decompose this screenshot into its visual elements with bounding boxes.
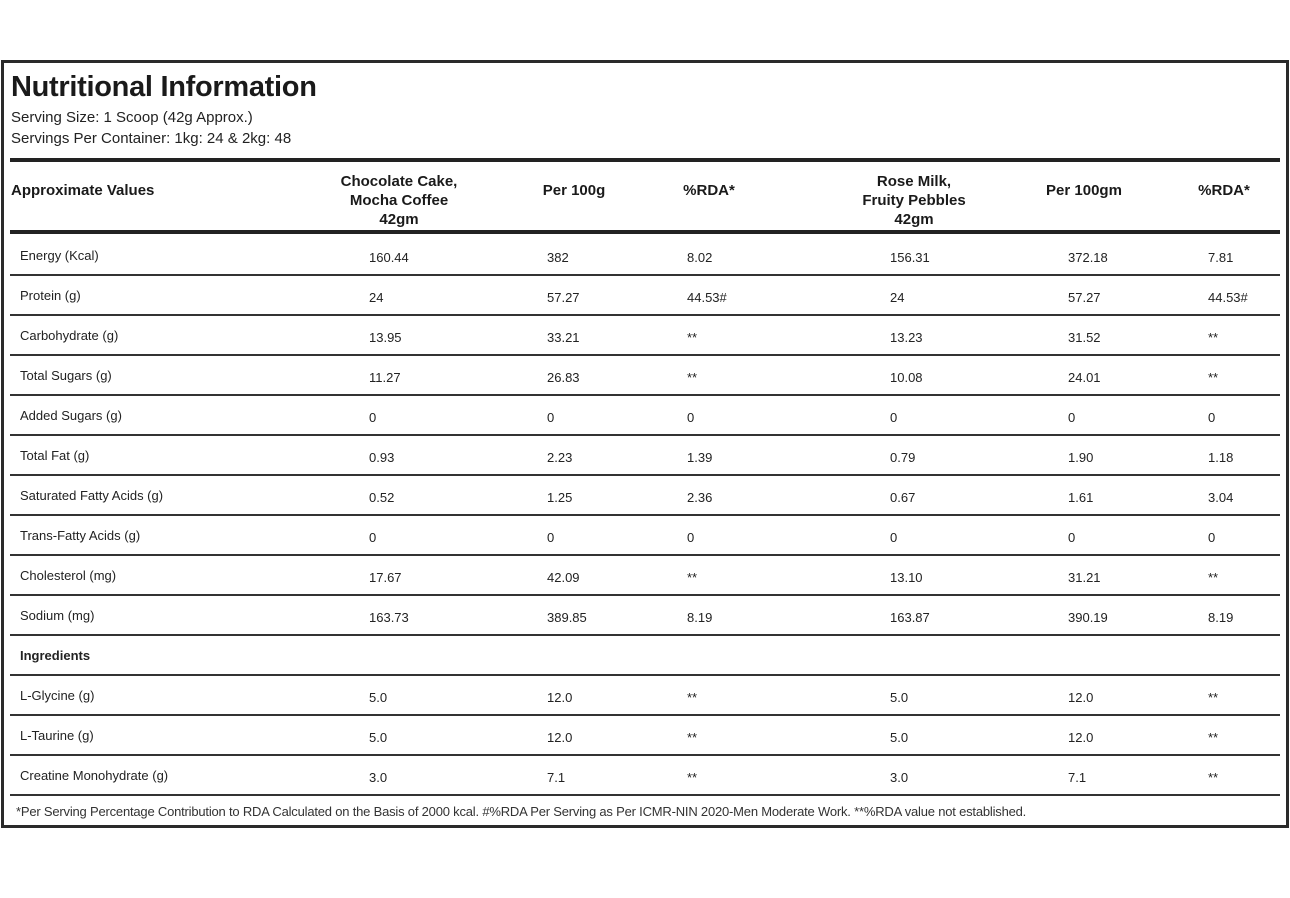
col-flavor1-line2: Mocha Coffee bbox=[349, 192, 449, 209]
value-cell: ** bbox=[1208, 570, 1219, 585]
value-cell: 5.0 bbox=[369, 690, 388, 705]
value-cell: 0 bbox=[547, 530, 555, 545]
label-title: Nutritional Information bbox=[11, 71, 317, 103]
table-row bbox=[10, 515, 1280, 555]
value-cell: 1.25 bbox=[547, 490, 573, 505]
table-row bbox=[10, 235, 1280, 275]
servings-per-container: Servings Per Container: 1kg: 24 & 2kg: 48 bbox=[11, 130, 292, 147]
value-cell: 0.79 bbox=[890, 450, 916, 465]
col-flavor2-line1: Rose Milk, bbox=[876, 173, 952, 190]
table-row bbox=[10, 595, 1280, 635]
value-cell: 0 bbox=[1208, 410, 1216, 425]
nutrient-name: Protein (g) bbox=[20, 288, 81, 303]
value-cell: ** bbox=[687, 690, 698, 705]
col-rda-2: %RDA* bbox=[1198, 182, 1250, 199]
nutrient-name: Saturated Fatty Acids (g) bbox=[20, 488, 164, 503]
nutrition-label bbox=[1, 60, 1289, 828]
nutrient-name: L-Glycine (g) bbox=[20, 688, 95, 703]
value-cell: 2.36 bbox=[687, 490, 713, 505]
section-heading-row bbox=[10, 635, 1280, 675]
value-cell: 31.52 bbox=[1068, 330, 1101, 345]
col-per100-1: Per 100g bbox=[542, 182, 606, 199]
value-cell: 5.0 bbox=[890, 730, 909, 745]
value-cell: 0 bbox=[890, 530, 898, 545]
value-cell: 390.19 bbox=[1068, 610, 1108, 625]
table-row bbox=[10, 675, 1280, 715]
value-cell: 57.27 bbox=[547, 290, 580, 305]
value-cell: 10.08 bbox=[890, 370, 923, 385]
value-cell: 13.23 bbox=[890, 330, 923, 345]
value-cell: 24.01 bbox=[1068, 370, 1101, 385]
value-cell: 163.73 bbox=[369, 610, 409, 625]
table-row bbox=[10, 315, 1280, 355]
table-row bbox=[10, 275, 1280, 315]
table-row bbox=[10, 435, 1280, 475]
value-cell: 382 bbox=[547, 250, 569, 265]
table-row bbox=[10, 355, 1280, 395]
value-cell: 0 bbox=[687, 530, 695, 545]
value-cell: 12.0 bbox=[547, 730, 573, 745]
value-cell: ** bbox=[687, 370, 698, 385]
table-row bbox=[10, 475, 1280, 515]
col-flavor2-line2: Fruity Pebbles bbox=[862, 192, 966, 209]
value-cell: 0 bbox=[1208, 530, 1216, 545]
col-flavor2-line3: 42gm bbox=[894, 211, 934, 228]
value-cell: 12.0 bbox=[1068, 730, 1094, 745]
value-cell: 3.0 bbox=[890, 770, 909, 785]
col-approx-values: Approximate Values bbox=[11, 182, 155, 199]
value-cell: 57.27 bbox=[1068, 290, 1101, 305]
value-cell: 160.44 bbox=[369, 250, 409, 265]
value-cell: 372.18 bbox=[1068, 250, 1108, 265]
value-cell: 0.52 bbox=[369, 490, 395, 505]
col-flavor1-line3: 42gm bbox=[379, 211, 419, 228]
value-cell: 7.1 bbox=[547, 770, 566, 785]
footnote: *Per Serving Percentage Contribution to RDA Calculated on the Basis of 2000 kcal. #%RDA Per Serving as Per ICMR-NIN 2020-Men Moderate Work. **%RDA value not established. bbox=[16, 804, 1027, 819]
value-cell: 12.0 bbox=[547, 690, 573, 705]
value-cell: 1.39 bbox=[687, 450, 713, 465]
value-cell: 17.67 bbox=[369, 570, 402, 585]
value-cell: 8.19 bbox=[687, 610, 713, 625]
value-cell: 156.31 bbox=[890, 250, 930, 265]
value-cell: 1.18 bbox=[1208, 450, 1234, 465]
value-cell: 5.0 bbox=[369, 730, 388, 745]
table-row bbox=[10, 755, 1280, 795]
value-cell: ** bbox=[1208, 330, 1219, 345]
value-cell: 24 bbox=[369, 290, 384, 305]
value-cell: ** bbox=[687, 770, 698, 785]
nutrient-name: Creatine Monohydrate (g) bbox=[20, 768, 169, 783]
value-cell: 1.90 bbox=[1068, 450, 1094, 465]
value-cell: ** bbox=[1208, 770, 1219, 785]
table-row bbox=[10, 555, 1280, 595]
nutrient-name: Total Fat (g) bbox=[20, 448, 90, 463]
serving-size: Serving Size: 1 Scoop (42g Approx.) bbox=[11, 109, 253, 126]
value-cell: 2.23 bbox=[547, 450, 573, 465]
row-divider bbox=[10, 794, 1280, 796]
table-row bbox=[10, 715, 1280, 755]
value-cell: 31.21 bbox=[1068, 570, 1101, 585]
value-cell: 33.21 bbox=[547, 330, 580, 345]
value-cell: 13.95 bbox=[369, 330, 402, 345]
table-row bbox=[10, 395, 1280, 435]
value-cell: 24 bbox=[890, 290, 905, 305]
value-cell: 163.87 bbox=[890, 610, 930, 625]
value-cell: 26.83 bbox=[547, 370, 580, 385]
value-cell: 42.09 bbox=[547, 570, 580, 585]
nutrient-name: Carbohydrate (g) bbox=[20, 328, 119, 343]
header-top-rule bbox=[10, 158, 1280, 162]
value-cell: 1.61 bbox=[1068, 490, 1094, 505]
value-cell: 11.27 bbox=[369, 370, 401, 385]
value-cell: 0 bbox=[369, 530, 377, 545]
value-cell: ** bbox=[687, 570, 698, 585]
nutrient-name: Cholesterol (mg) bbox=[20, 568, 117, 583]
value-cell: 0 bbox=[547, 410, 555, 425]
value-cell: 0 bbox=[369, 410, 377, 425]
nutrient-name: Trans-Fatty Acids (g) bbox=[20, 528, 141, 543]
value-cell: ** bbox=[1208, 370, 1219, 385]
value-cell: 13.10 bbox=[890, 570, 923, 585]
value-cell: ** bbox=[1208, 730, 1219, 745]
col-flavor1 bbox=[304, 172, 494, 229]
nutrient-name: L-Taurine (g) bbox=[20, 728, 94, 743]
value-cell: 0 bbox=[890, 410, 898, 425]
nutrient-name: Added Sugars (g) bbox=[20, 408, 122, 423]
nutrient-name: Sodium (mg) bbox=[20, 608, 95, 623]
value-cell: 44.53# bbox=[687, 290, 727, 305]
value-cell: ** bbox=[687, 330, 698, 345]
value-cell: 44.53# bbox=[1208, 290, 1248, 305]
value-cell: 0 bbox=[1068, 410, 1076, 425]
value-cell: 8.02 bbox=[687, 250, 713, 265]
value-cell: 7.1 bbox=[1068, 770, 1087, 785]
col-rda-1: %RDA* bbox=[683, 182, 735, 199]
value-cell: 7.81 bbox=[1208, 250, 1234, 265]
header-bottom-rule bbox=[10, 230, 1280, 234]
ingredients-heading: Ingredients bbox=[20, 648, 91, 663]
value-cell: 5.0 bbox=[890, 690, 909, 705]
col-flavor2 bbox=[819, 172, 1009, 229]
value-cell: 3.0 bbox=[369, 770, 388, 785]
value-cell: 0 bbox=[1068, 530, 1076, 545]
col-flavor1-line1: Chocolate Cake, bbox=[340, 173, 458, 190]
nutrient-name: Total Sugars (g) bbox=[20, 368, 112, 383]
col-per100-2: Per 100gm bbox=[1046, 182, 1122, 199]
value-cell: 0.67 bbox=[890, 490, 916, 505]
value-cell: 0.93 bbox=[369, 450, 395, 465]
nutrient-name: Energy (Kcal) bbox=[20, 248, 99, 263]
value-cell: ** bbox=[687, 730, 698, 745]
value-cell: 12.0 bbox=[1068, 690, 1094, 705]
value-cell: 389.85 bbox=[547, 610, 587, 625]
value-cell: 8.19 bbox=[1208, 610, 1234, 625]
value-cell: ** bbox=[1208, 690, 1219, 705]
value-cell: 3.04 bbox=[1208, 490, 1234, 505]
value-cell: 0 bbox=[687, 410, 695, 425]
